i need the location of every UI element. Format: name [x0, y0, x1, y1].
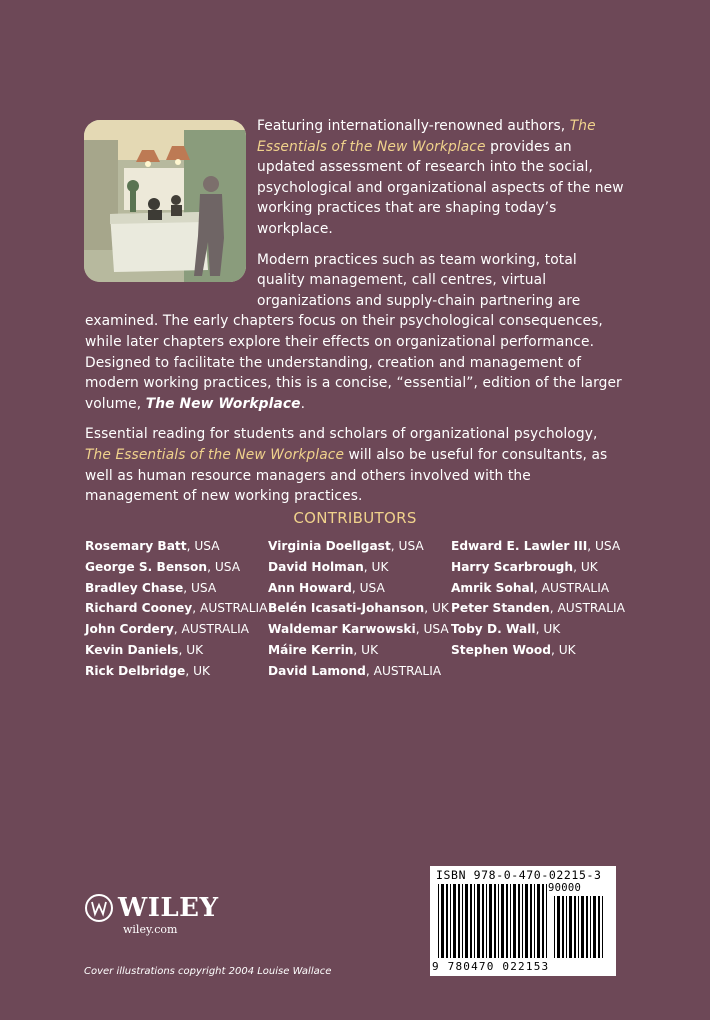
barcode-bar [534, 884, 535, 958]
contributor-entry [85, 536, 267, 557]
book-description [85, 116, 627, 517]
contributor-name: Rick Delbridge [85, 663, 186, 678]
barcode-bar [470, 884, 472, 958]
barcode-bar [554, 896, 555, 958]
contributor-name: Kevin Daniels [85, 642, 179, 657]
contributor-country: AUSTRALIA [373, 663, 442, 678]
barcode-bar [458, 884, 460, 958]
contributor-entry [268, 578, 449, 599]
contributor-country: USA [359, 580, 385, 595]
separator: , [573, 559, 581, 574]
contributor-country: UK [371, 559, 389, 574]
paragraph-2-text: Modern practices such as team working, total quality management, call centres, virtual organizations and supply-chain partnering are examined. The early chapters focus on their psychological consequences, while later chapters explore their effects on organizational performance. Designed to facilitate the understanding, creation and management of modern working practices, this is a concise, “essential”, edition of the larger volume, [85, 251, 622, 412]
contributor-entry [451, 557, 625, 578]
contributor-name: Belén Icasati-Johanson [268, 601, 425, 616]
barcode-bar [530, 884, 532, 958]
contributor-entry [268, 661, 449, 682]
separator: , [533, 580, 542, 595]
larger-volume-title: The New Workplace [145, 395, 301, 412]
publisher-logo [84, 893, 219, 936]
contributor-country: UK [580, 559, 598, 574]
paragraph-3-rest: will also be useful for consultants, as well as human resource managers and others involved with the management of new working practices. [85, 446, 608, 505]
contributor-name: Peter Standen [451, 601, 550, 616]
contributor-name: David Lamond [268, 663, 366, 678]
contributor-entry [85, 598, 267, 619]
contributor-entry [85, 640, 267, 661]
contributor-country: USA [423, 622, 449, 637]
separator: , [183, 580, 191, 595]
separator: , [415, 622, 424, 637]
isbn-barcode [430, 866, 616, 976]
separator: , [186, 539, 195, 553]
contributor-country: AUSTRALIA [200, 601, 268, 616]
barcode-digits: 9 780470 022153 [432, 960, 550, 973]
contributor-entry [451, 598, 625, 619]
separator: , [353, 642, 362, 657]
contributor-entry [268, 598, 449, 619]
contributor-country: USA [191, 580, 217, 595]
contributor-name: Amrik Sohal [451, 580, 534, 595]
logo-text: WILEY [118, 893, 219, 923]
contributors-column-1 [85, 536, 267, 682]
contributor-entry [85, 578, 267, 599]
barcode-bar [506, 884, 508, 958]
barcode-bar [474, 884, 475, 958]
barcode-bar [537, 884, 540, 958]
contributor-country: AUSTRALIA [557, 601, 625, 616]
price-addon-number: 90000 [548, 882, 582, 894]
barcode-bar [525, 884, 528, 958]
description-paragraph-3 [85, 424, 627, 506]
barcode-bar [598, 896, 600, 958]
separator: , [550, 642, 559, 657]
barcode-bar [518, 884, 520, 958]
contributor-name: Rosemary Batt [85, 539, 187, 553]
barcode-bar [542, 884, 544, 958]
wiley-emblem-icon [84, 893, 114, 923]
illustration-wrap-space [85, 116, 257, 292]
contributor-country: UK [431, 601, 449, 616]
barcode-bar [566, 896, 567, 958]
barcode-bar [438, 884, 439, 958]
barcode-bar [501, 884, 504, 958]
barcode-bar [581, 896, 584, 958]
contributors-column-3 [451, 536, 625, 661]
contributor-entry [451, 619, 625, 640]
barcode-bar [482, 884, 484, 958]
contributor-name: Edward E. Lawler III [451, 539, 588, 553]
barcode-bar [446, 884, 448, 958]
separator: , [549, 601, 558, 616]
separator: , [207, 559, 215, 574]
barcode-bar [450, 884, 451, 958]
separator: , [535, 622, 544, 637]
ean-barcode-bars [438, 884, 550, 958]
barcode-bar [546, 884, 547, 958]
barcode-bar [462, 884, 463, 958]
addon-barcode-bars [554, 896, 606, 958]
contributor-country: USA [398, 539, 424, 553]
separator: , [363, 559, 372, 574]
separator: , [587, 539, 596, 553]
separator: , [173, 622, 182, 637]
contributor-country: UK [193, 663, 210, 678]
barcode-bar [562, 896, 564, 958]
paragraph-3-text: Essential reading for students and scholars of organizational psychology, [85, 426, 598, 443]
intro-text: Featuring internationally-renowned authors, [257, 118, 566, 134]
barcode-bar [477, 884, 480, 958]
barcode-bar [574, 896, 576, 958]
contributor-entry [451, 536, 625, 557]
contributor-entry [268, 536, 449, 557]
contributor-country: AUSTRALIA [541, 580, 610, 595]
barcode-bar [578, 896, 579, 958]
barcode-bar [494, 884, 496, 958]
barcode-bar [441, 884, 444, 958]
contributor-name: Virginia Doellgast [268, 539, 391, 553]
book-title: The Essentials of the New Workplace [257, 118, 596, 155]
barcode-bar [513, 884, 516, 958]
barcode-bar [489, 884, 492, 958]
barcode-bar [486, 884, 487, 958]
paragraph-2-end: . [300, 395, 306, 412]
barcode-bar [557, 896, 560, 958]
illustration-credit: Cover illustrations copyright 2004 Louise Wallace [84, 966, 332, 977]
contributor-name: Toby D. Wall [451, 622, 536, 637]
barcode-bar [453, 884, 456, 958]
contributor-country: UK [558, 642, 576, 657]
barcode-bar [498, 884, 499, 958]
barcode-bar [586, 896, 588, 958]
contributor-name: Stephen Wood [451, 642, 551, 657]
barcode-bar [590, 896, 591, 958]
barcode-bar [593, 896, 596, 958]
barcode-bar [465, 884, 468, 958]
separator: , [185, 663, 194, 678]
contributor-country: USA [595, 539, 621, 553]
contributor-country: UK [361, 642, 379, 657]
contributor-name: John Cordery [85, 622, 174, 637]
contributor-country: AUSTRALIA [181, 622, 250, 637]
paragraph-1-text: provides an updated assessment of research into the social, psychological and organizational aspects of the new working practices that are shaping today’s workplace. [257, 138, 624, 237]
separator: , [178, 642, 187, 657]
separator: , [390, 539, 399, 553]
book-title-repeat: The Essentials of the New Workplace [85, 446, 345, 463]
contributor-entry [85, 557, 267, 578]
contributor-name: David Holman [268, 559, 364, 574]
contributor-name: Harry Scarbrough [451, 559, 574, 574]
barcode-bar [569, 896, 572, 958]
contributor-entry [451, 640, 625, 661]
separator: , [365, 663, 374, 678]
contributor-name: Richard Cooney [85, 601, 193, 616]
separator: , [192, 601, 200, 616]
contributors-column-2 [268, 536, 449, 682]
isbn-number: ISBN 978-0-470-02215-3 [436, 868, 602, 882]
barcode-bar [510, 884, 511, 958]
contributor-country: UK [186, 642, 204, 657]
contributor-name: Bradley Chase [85, 580, 184, 595]
publisher-website: wiley.com [123, 923, 178, 936]
contributor-country: USA [194, 539, 220, 553]
barcode-bar [522, 884, 523, 958]
separator: , [424, 601, 432, 616]
contributor-name: Ann Howard [268, 580, 352, 595]
contributor-name: Máire Kerrin [268, 642, 354, 657]
barcode-bar [602, 896, 603, 958]
contributor-country: USA [214, 559, 241, 574]
contributors-heading: CONTRIBUTORS [293, 509, 417, 527]
contributor-entry [268, 557, 449, 578]
contributor-name: Waldemar Karwowski [268, 622, 416, 637]
contributor-country: UK [543, 622, 561, 637]
contributor-entry [85, 619, 267, 640]
contributor-entry [268, 640, 449, 661]
contributor-entry [85, 661, 267, 682]
separator: , [351, 580, 360, 595]
contributor-entry [451, 578, 625, 599]
contributor-entry [268, 619, 449, 640]
contributor-name: George S. Benson [85, 559, 208, 574]
